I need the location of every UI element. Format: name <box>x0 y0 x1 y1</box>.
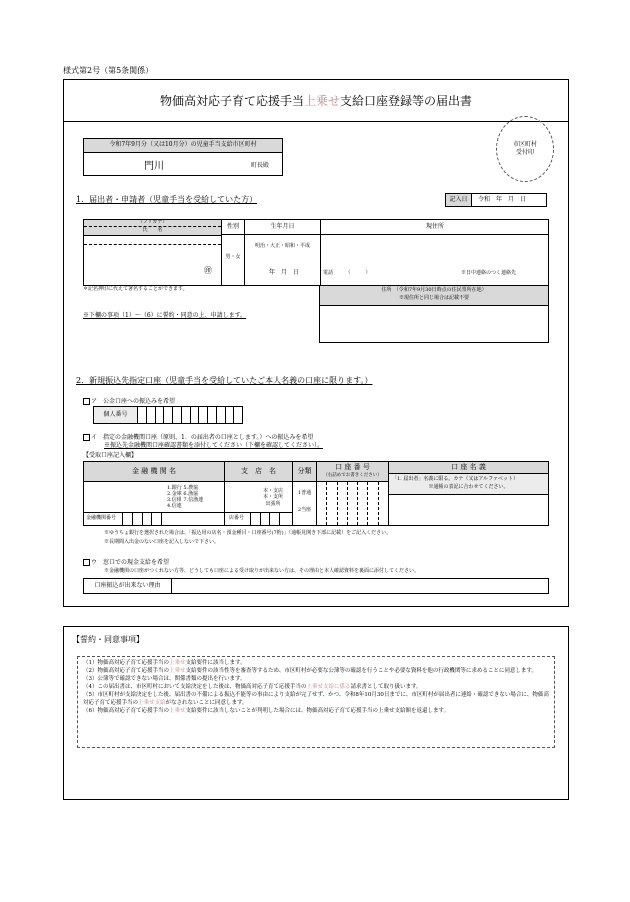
holder-label: 口 座 名 義 <box>388 462 548 474</box>
pledge-item <box>83 684 549 692</box>
pledge-heading: 【誓約・同意事項】 <box>72 635 144 644</box>
account-table <box>83 461 549 526</box>
form-number: 様式第2号（第5条関係） <box>63 66 154 75</box>
recipient-header: 令和7年9月分（又は10月分）の児童手当支給市区町村 <box>84 139 282 153</box>
stamp-line1: 市区町村 <box>513 141 538 148</box>
pledge-item <box>83 660 549 668</box>
account-type-2: 2当座 <box>297 507 312 513</box>
holder-note-box <box>388 474 548 495</box>
option-c-note: ※金融機関の口座がつくれない方等、どうしても口座による受け取りが出来ない方は、その理由と本人確認資料を裏面に添付してください。 <box>104 568 420 574</box>
reception-stamp-circle <box>496 116 554 182</box>
account-heading: 【受取口座記入欄】 <box>83 452 138 459</box>
pledge-6-text: （6）物価高対応子育て応援手当の <box>83 707 170 714</box>
section1-heading: 1．届出者・申請者（児童手当を受給していた方） <box>76 195 258 204</box>
type-label: 分類 <box>292 462 316 482</box>
branch-types[interactable] <box>263 488 283 507</box>
branch-label: 支 店 名 <box>224 462 292 482</box>
furigana-input[interactable] <box>84 235 221 245</box>
option-a-checkbox[interactable] <box>83 398 90 405</box>
dob-label: 生年月日 <box>245 220 320 235</box>
form-title <box>64 80 568 122</box>
gender-label: 性別 <box>222 220 244 235</box>
account-type-1: 1普通 <box>297 490 312 496</box>
bank-type-6: 6.漁協 <box>183 491 199 497</box>
entry-date-value: 令和 年 月 日 <box>478 196 527 203</box>
account-number-header <box>316 462 388 482</box>
reason-label: 口座振込が出来ない理由 <box>84 579 172 593</box>
holder-input[interactable] <box>388 495 548 525</box>
yucho-note-2: ※長期間入出金のない口座を記入しないで下さい。 <box>104 539 220 545</box>
bank-type-4: 4.信連 <box>167 503 182 509</box>
name-input[interactable] <box>84 245 221 285</box>
pledge-1-red: 上乗せ <box>169 660 186 666</box>
pledge-1-text: （1）物価高対応子育て応援手当の <box>83 660 170 666</box>
branch-type-1: 本・支店 <box>263 488 284 494</box>
pledge-5-red: 上乗せ支給 <box>138 699 166 706</box>
seal-mark: ㊞ <box>204 266 212 275</box>
pledge-item <box>83 692 549 708</box>
bank-type-3: 3.信組 <box>167 497 182 503</box>
pledge-item <box>83 676 549 684</box>
dob-eras[interactable]: 明治・大正・昭和・平成 <box>255 243 311 249</box>
entry-date-box[interactable] <box>445 193 547 207</box>
bank-type-7: 7.信漁連 <box>183 497 204 503</box>
bank-type-2: 2.金庫 <box>167 491 182 497</box>
pledge-item <box>83 708 549 716</box>
my-number-cells[interactable] <box>138 407 242 423</box>
pledge-5-rest: がなされないことに同意します。 <box>165 699 248 706</box>
reason-box[interactable] <box>83 578 549 594</box>
address-label: 現住所 <box>321 220 549 235</box>
title-part3: 支給口座登録等の届出書 <box>340 94 473 108</box>
prev-address-note: ※現住所と同じ場合は記載不要 <box>398 295 469 301</box>
name-label: 氏 名 <box>84 227 221 235</box>
entry-date-label: 記入日 <box>446 194 472 206</box>
recipient-city[interactable]: 門川 <box>144 161 164 172</box>
bank-type-1: 1.銀行 <box>167 485 182 491</box>
pledge-4-red: 上乗せ支給に係る <box>306 683 351 690</box>
form-frame <box>63 79 569 607</box>
prev-address-label: 住所 （令和7年9月30日時点の住民票所在地） <box>381 287 487 293</box>
address-col <box>320 220 549 285</box>
option-b-label: イ 指定の金融機関口座（原則、1．の届出者の口座とします。）への振込みを希望 <box>91 434 314 441</box>
pledge-3-text: （3）公簿等で確認できない場合は、関係書類の提出を行います。 <box>83 675 246 682</box>
pledge-4-text: （4）この届出書は、市区町村において支給決定をした後は、物価高対応子育て応援手当の <box>83 683 307 690</box>
bank-name-label: 金 融 機 関 名 <box>84 462 224 482</box>
address-input[interactable] <box>321 235 549 269</box>
day-contact-note: ※日中連絡のつく連絡先 <box>461 270 517 276</box>
option-b-checkbox[interactable] <box>83 434 90 441</box>
option-a-label: ア 公金口座への振込みを希望 <box>91 398 176 405</box>
option-b[interactable] <box>83 434 313 442</box>
account-type-cell[interactable] <box>292 482 316 525</box>
prev-address-box <box>319 285 549 343</box>
bank-code-label: 金融機関番号 <box>86 515 117 521</box>
option-c[interactable] <box>83 559 169 567</box>
gender-value[interactable]: 男・女 <box>225 254 241 260</box>
pledge-4-rest: 請求書として取り扱います。 <box>350 683 422 690</box>
title-part2: 上乗せ <box>303 94 340 108</box>
phone-field[interactable]: 電話 （ ） <box>323 270 371 276</box>
option-c-checkbox[interactable] <box>83 559 90 566</box>
pledge-2-rest: 支給要件の該当性等を審査等するため、市区町村が必要な公簿等の確認を行うことや必要な資料を他の行政機関等に求めることに同意します。 <box>185 667 537 674</box>
seal-note: ＊記名押印に代えて署名することができます。 <box>83 286 188 292</box>
prev-address-header <box>320 286 548 306</box>
pledge-5-text: （5）市区町村が支給決定をした後、届出書の不備による振込不能等の事由により支給が完了せず、かつ、令和8年10月30日までに、市区町村が届出者に連絡・確認できない場合に、物価高対応子育て応援手当の <box>83 691 549 706</box>
dob-ymd[interactable]: 年 月 日 <box>269 269 300 276</box>
recipient-suffix: 町長殿 <box>251 162 270 169</box>
branch-type-3: 出張所 <box>265 500 281 507</box>
prev-address-input[interactable] <box>320 306 548 342</box>
applicant-table <box>83 219 549 286</box>
my-number-label: 個人番号 <box>94 407 138 423</box>
branch-type-2: 本・支所 <box>263 494 284 501</box>
furigana-label: （フリガナ） <box>84 220 221 227</box>
title-part1: 物価高対応子育て応援手当 <box>159 94 304 108</box>
my-number-box[interactable] <box>93 406 243 424</box>
bank-code-cells[interactable] <box>122 513 162 525</box>
section2-heading: 2．新規振込先指定口座（児童手当を受給していたご本人名義の口座に限ります。） <box>76 376 373 385</box>
consent-note: ※下欄の事項（1）～（6）に誓約・同意の上、申請します。 <box>83 312 247 319</box>
option-b-note: ※振込先金融機関口座確認書類を添付してください（下欄を確認してください）。 <box>104 442 324 449</box>
holder-note-1: 「1. 届出者」名義に限る。カナ（又はアルファベット） <box>392 476 519 482</box>
account-number-label: 口 座 番 号 <box>335 463 370 471</box>
option-a[interactable] <box>83 398 175 406</box>
branch-code-row <box>224 512 292 525</box>
branch-code-cells[interactable] <box>250 513 280 525</box>
holder-note-2: ※通帳の表記に合わせてください。 <box>428 484 509 490</box>
pledge-item <box>83 668 549 676</box>
yucho-note-1: ※ゆうちょ銀行を選択された場合は、「振込用の店名・預金種目・口座番号(7桁)」（通帳見開き下部に記載）をご記入ください。 <box>104 530 392 536</box>
pledge-2-text: （2）物価高対応子育て応援手当の <box>83 667 170 674</box>
pledge-1-rest: 支給要件に該当します。 <box>185 660 246 666</box>
account-number-cells[interactable] <box>316 482 388 525</box>
recipient-box <box>83 138 283 176</box>
pledge-frame <box>63 626 569 800</box>
account-number-sub: （右詰めでお書きください） <box>323 473 382 478</box>
bank-type-5: 5.農協 <box>183 485 199 491</box>
bank-code-row <box>84 512 224 525</box>
stamp-line2: 受付印 <box>516 149 535 156</box>
option-c-label: ウ 窓口での現金支給を希望 <box>91 559 170 566</box>
pledge-2-red: 上乗せ <box>169 667 186 674</box>
pledge-list <box>77 656 555 748</box>
branch-code-label: 店番号 <box>229 515 245 521</box>
gender-col <box>221 220 244 285</box>
pledge-6-red: 上乗せ <box>169 707 186 714</box>
pledge-6-rest: 支給要件に該当しないことが判明した場合には、物価高対応子育て応援手当の上乗せ支給額を返還します。 <box>185 707 450 714</box>
bank-types[interactable] <box>167 485 203 509</box>
dob-col <box>244 220 320 285</box>
